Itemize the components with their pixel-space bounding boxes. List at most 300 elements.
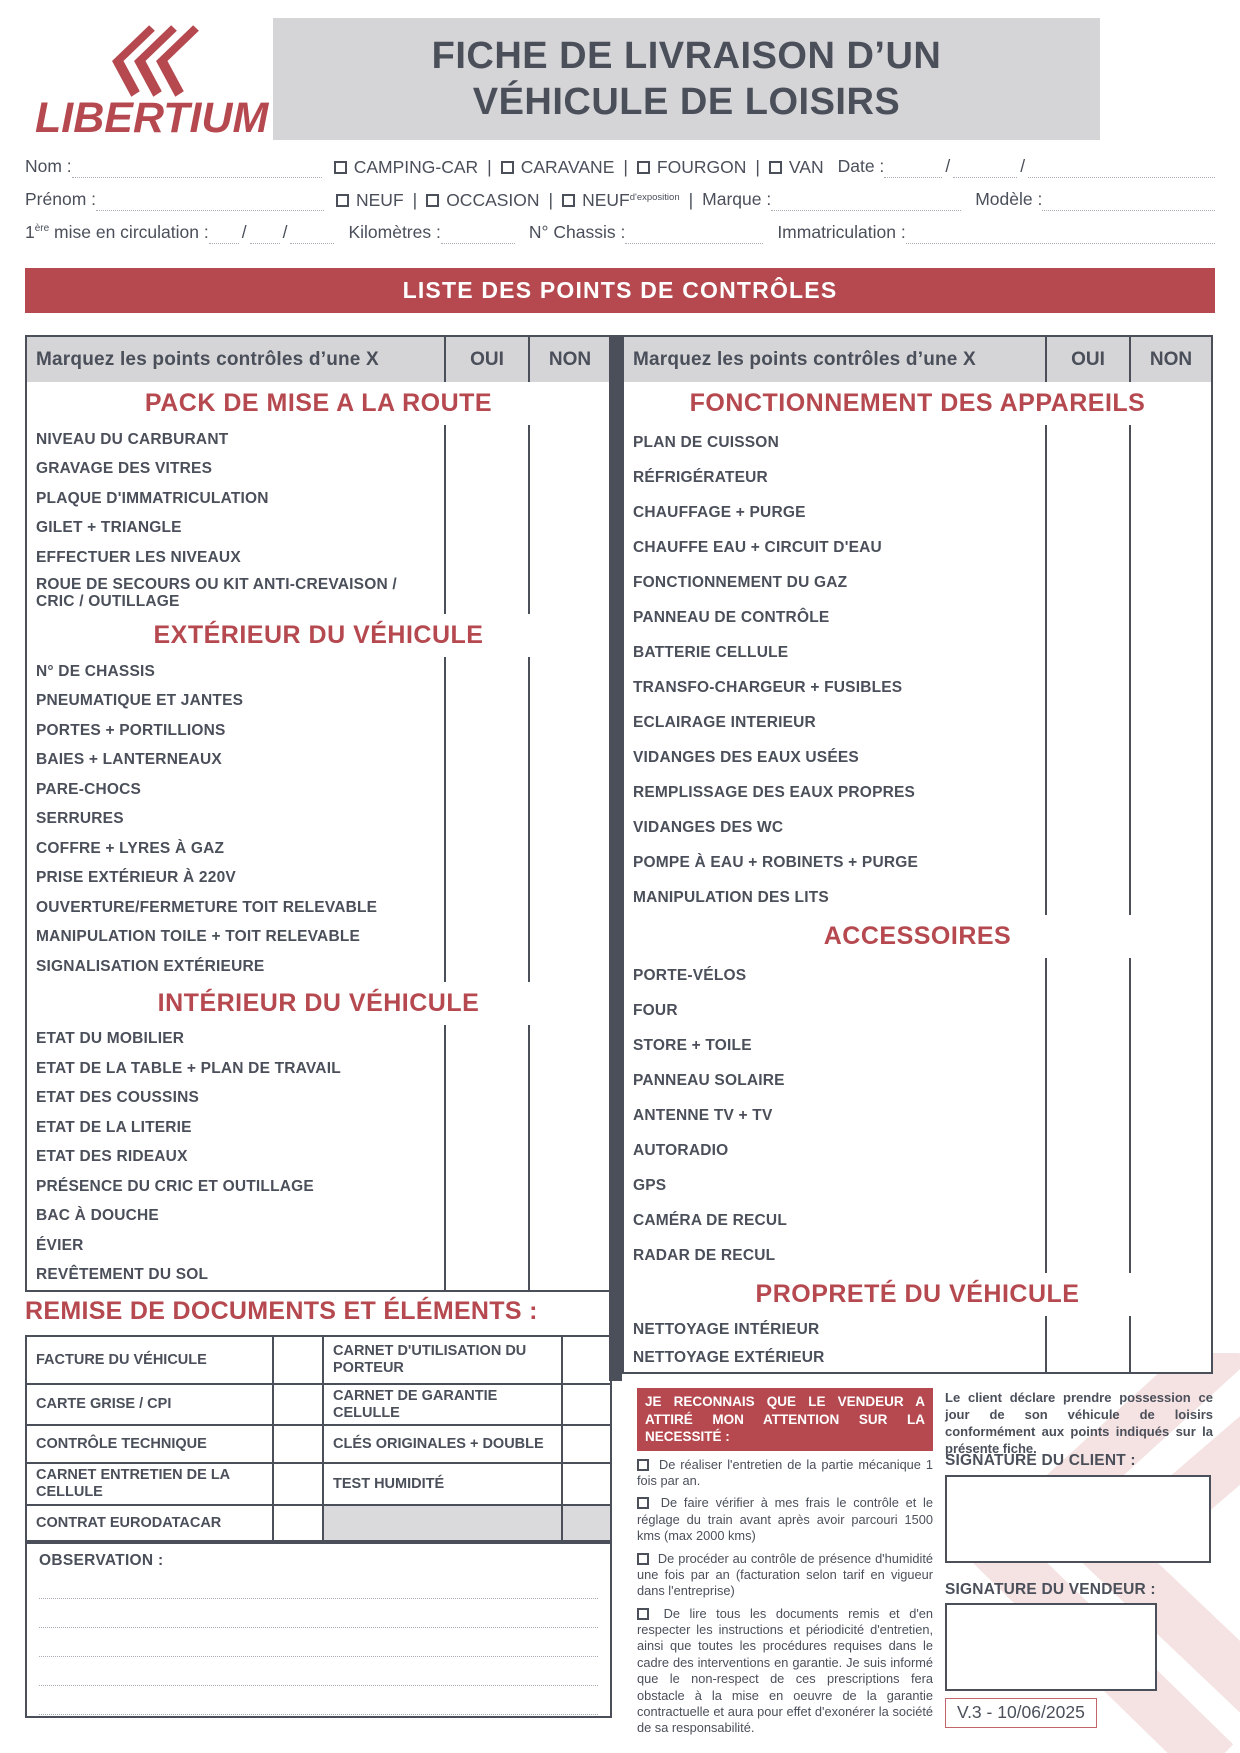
oui-checkbox-cell[interactable] <box>1047 775 1131 810</box>
oui-checkbox-cell[interactable] <box>1047 958 1131 993</box>
signature-client-box[interactable] <box>945 1475 1211 1563</box>
non-checkbox-cell[interactable] <box>530 746 610 776</box>
checklist-item-label: N° DE CHASSIS <box>27 657 446 687</box>
section-title: EXTÉRIEUR DU VÉHICULE <box>153 621 484 650</box>
oui-checkbox-cell[interactable] <box>1047 705 1131 740</box>
form-row-name <box>25 152 1215 178</box>
option-separator: | <box>755 157 760 177</box>
checklist-item-label: FOUR <box>624 993 1047 1028</box>
non-checkbox-cell[interactable] <box>530 1084 610 1114</box>
checklist-row <box>624 460 1211 495</box>
checklist-row <box>27 1231 610 1261</box>
observation-line[interactable] <box>39 1657 598 1686</box>
signature-client-label: SIGNATURE DU CLIENT : <box>945 1452 1136 1469</box>
disclaimer-text: De lire tous les documents remis et d'en respecter les instructions et périodicité d'entretien, ainsi que toutes les procédures requises dans le cadre des interventions en garantie. Je suis informé que le non-respect de ces prescriptions fera obstacle à la mise en oeuvre de la garantie contractuelle et aura pour effet d'exonérer la société de sa responsabilité. <box>637 1605 933 1736</box>
form-row-firstname <box>25 185 1215 211</box>
non-checkbox-cell[interactable] <box>1131 530 1211 565</box>
vehicle-state-options <box>336 190 702 211</box>
observation-line[interactable] <box>39 1599 598 1628</box>
marque-label: Marque : <box>702 189 772 209</box>
oui-checkbox-cell[interactable] <box>1047 635 1131 670</box>
option-separator: | <box>688 190 694 210</box>
checklist-item-label: PANNEAU DE CONTRÔLE <box>624 600 1047 635</box>
document-label: CARNET ENTRETIEN DE LA CELLULE <box>27 1464 274 1503</box>
logo-wordmark: LIBERTIUM <box>35 94 269 142</box>
documents-row <box>27 1424 610 1462</box>
checklist-row <box>624 1133 1211 1168</box>
checklist-row <box>27 573 610 615</box>
non-checkbox-cell[interactable] <box>1131 775 1211 810</box>
checklist-item-label: POMPE À EAU + ROBINETS + PURGE <box>624 845 1047 880</box>
vehicle-option <box>426 190 539 210</box>
checklist-row <box>624 958 1211 993</box>
checklist-item-label: VIDANGES DES EAUX USÉES <box>624 740 1047 775</box>
non-checkbox-cell[interactable] <box>530 923 610 953</box>
checklist-item-label: REMPLISSAGE DES EAUX PROPRES <box>624 775 1047 810</box>
checklist-row <box>624 495 1211 530</box>
oui-checkbox-cell[interactable] <box>1047 810 1131 845</box>
checklist-header-label: Marquez les points contrôles d’une X <box>27 337 446 382</box>
immatriculation-field[interactable] <box>906 224 1215 244</box>
date-label: Date : <box>837 156 885 176</box>
oui-checkbox-cell[interactable] <box>1047 1238 1131 1273</box>
documents-row <box>27 1383 610 1424</box>
checklist-row <box>624 1063 1211 1098</box>
observation-line[interactable] <box>39 1570 598 1599</box>
title-line-2: VÉHICULE DE LOISIRS <box>472 81 901 123</box>
date-slash: / <box>1020 156 1026 176</box>
checklist-item-label: EFFECTUER LES NIVEAUX <box>27 543 446 573</box>
non-checkbox-cell[interactable] <box>530 687 610 717</box>
observation-box[interactable] <box>25 1540 612 1718</box>
oui-checkbox-cell[interactable] <box>1047 1203 1131 1238</box>
checklist-item-label: NIVEAU DU CARBURANT <box>27 425 446 455</box>
non-checkbox-cell[interactable] <box>530 543 610 573</box>
non-checkbox-cell[interactable] <box>530 657 610 687</box>
empty-cell <box>324 1506 563 1542</box>
oui-checkbox-cell[interactable] <box>446 716 530 746</box>
date-month-field[interactable] <box>953 158 1017 178</box>
prenom-field[interactable] <box>96 191 324 211</box>
disclaimer-checkbox[interactable] <box>637 1608 649 1620</box>
checklist-row <box>27 834 610 864</box>
non-checkbox-cell[interactable] <box>1131 1316 1211 1344</box>
non-checkbox-cell[interactable] <box>1131 705 1211 740</box>
oui-checkbox-cell[interactable] <box>1047 600 1131 635</box>
oui-checkbox-cell[interactable] <box>446 893 530 923</box>
checklist-item-label: REVÊTEMENT DU SOL <box>27 1261 446 1291</box>
checklist-item-label: COFFRE + LYRES À GAZ <box>27 834 446 864</box>
mec-year-field[interactable] <box>290 224 334 244</box>
non-checkbox-cell[interactable] <box>1131 600 1211 635</box>
checklist-item-label: SIGNALISATION EXTÉRIEURE <box>27 952 446 982</box>
observation-label: OBSERVATION : <box>39 1552 164 1569</box>
section-title: PROPRETÉ DU VÉHICULE <box>755 1280 1080 1308</box>
oui-checkbox-cell[interactable] <box>1047 670 1131 705</box>
checklist-row <box>27 952 610 982</box>
form-row-registration <box>25 218 1215 244</box>
document-checkbox-cell[interactable] <box>563 1426 610 1462</box>
controls-list-banner: LISTE DES POINTS DE CONTRÔLES <box>25 268 1215 313</box>
disclaimer-section <box>637 1388 933 1737</box>
checklist-item-label: ECLAIRAGE INTERIEUR <box>624 705 1047 740</box>
non-checkbox-cell[interactable] <box>1131 635 1211 670</box>
oui-checkbox-cell[interactable] <box>1047 495 1131 530</box>
checklist-item-label: GPS <box>624 1168 1047 1203</box>
title-line-1: FICHE DE LIVRAISON D’UN <box>431 34 942 77</box>
vehicle-state-checkbox[interactable] <box>336 194 349 207</box>
non-checkbox-cell[interactable] <box>530 514 610 544</box>
date-slash: / <box>945 156 951 176</box>
non-checkbox-cell[interactable] <box>1131 1344 1211 1372</box>
checklist-table-right <box>622 335 1213 1374</box>
oui-checkbox-cell[interactable] <box>1047 1168 1131 1203</box>
document-checkbox-cell[interactable] <box>274 1426 324 1462</box>
mec-slash: / <box>241 222 247 242</box>
table-divider <box>609 335 622 1381</box>
checklist-row <box>27 1054 610 1084</box>
section-title: PACK DE MISE A LA ROUTE <box>144 389 493 417</box>
checklist-item-label: PANNEAU SOLAIRE <box>624 1063 1047 1098</box>
version-badge: V.3 - 10/06/2025 <box>945 1698 1097 1728</box>
document-checkbox-cell[interactable] <box>274 1337 324 1383</box>
option-separator: | <box>412 190 418 210</box>
oui-checkbox-cell[interactable] <box>446 573 530 615</box>
marque-field[interactable] <box>771 191 961 211</box>
checklist-row <box>27 514 610 544</box>
empty-cell <box>563 1506 610 1542</box>
document-label: CONTRAT EURODATACAR <box>27 1506 274 1542</box>
non-checkbox-cell[interactable] <box>530 1025 610 1055</box>
non-checkbox-cell[interactable] <box>530 1231 610 1261</box>
checklist-row <box>27 657 610 687</box>
checklist-header-left <box>27 337 610 382</box>
non-checkbox-cell[interactable] <box>1131 1203 1211 1238</box>
chassis-label: N° Chassis : <box>528 222 626 242</box>
disclaimer-text: De faire vérifier à mes frais le contrôle et le réglage du train avant après avoir parcouri 1500 kms (max 2000 kms) <box>637 1495 933 1544</box>
non-checkbox-cell[interactable] <box>1131 1063 1211 1098</box>
non-checkbox-cell[interactable] <box>530 952 610 982</box>
non-checkbox-cell[interactable] <box>530 455 610 485</box>
checklist-item-label: PLAQUE D'IMMATRICULATION <box>27 484 446 514</box>
checklist-row <box>624 670 1211 705</box>
checklist-item-label: PRÉSENCE DU CRIC ET OUTILLAGE <box>27 1172 446 1202</box>
non-checkbox-cell[interactable] <box>1131 1168 1211 1203</box>
non-checkbox-cell[interactable] <box>1131 740 1211 775</box>
document-label: CONTRÔLE TECHNIQUE <box>27 1426 274 1462</box>
document-label: CARNET D'UTILISATION DU PORTEUR <box>324 1337 563 1383</box>
checklist-row <box>27 746 610 776</box>
oui-checkbox-cell[interactable] <box>1047 1063 1131 1098</box>
non-checkbox-cell[interactable] <box>1131 1133 1211 1168</box>
non-column-header: NON <box>548 348 592 370</box>
checklist-row <box>27 1113 610 1143</box>
oui-checkbox-cell[interactable] <box>1047 1344 1131 1372</box>
option-label: CARAVANE <box>520 157 615 177</box>
documents-row <box>27 1504 610 1542</box>
disclaimer-item <box>637 1551 933 1600</box>
oui-checkbox-cell[interactable] <box>446 514 530 544</box>
oui-column-header: OUI <box>1047 337 1131 382</box>
non-checkbox-cell[interactable] <box>530 1261 610 1291</box>
non-checkbox-cell[interactable] <box>530 573 610 615</box>
vehicle-type-checkbox[interactable] <box>769 161 782 174</box>
document-label: FACTURE DU VÉHICULE <box>27 1337 274 1383</box>
oui-checkbox-cell[interactable] <box>446 805 530 835</box>
non-checkbox-cell[interactable] <box>530 425 610 455</box>
oui-checkbox-cell[interactable] <box>1047 1098 1131 1133</box>
mec-month-field[interactable] <box>250 224 280 244</box>
section-title: ACCESSOIRES <box>823 922 1012 950</box>
checklist-item-label: ANTENNE TV + TV <box>624 1098 1047 1133</box>
oui-checkbox-cell[interactable] <box>446 1261 530 1291</box>
disclaimer-heading: JE RECONNAIS QUE LE VENDEUR A ATTIRÉ MON ATTENTION SUR LA NECESSITÉ : <box>637 1388 933 1451</box>
oui-checkbox-cell[interactable] <box>446 657 530 687</box>
checklist-item-label: SERRURES <box>27 805 446 835</box>
checklist-item-label: PORTES + PORTILLIONS <box>27 716 446 746</box>
non-checkbox-cell[interactable] <box>530 1143 610 1173</box>
non-checkbox-cell[interactable] <box>530 716 610 746</box>
checklist-row <box>27 425 610 455</box>
checklist-row <box>27 1261 610 1291</box>
checklist-item-label: MANIPULATION TOILE + TOIT RELEVABLE <box>27 923 446 953</box>
signature-vendeur-label: SIGNATURE DU VENDEUR : <box>945 1581 1156 1598</box>
mise-en-circulation-label: 1ère mise en circulation : <box>25 222 209 242</box>
checklist-row <box>27 1143 610 1173</box>
checklist-row <box>27 716 610 746</box>
checklist-row <box>27 1172 610 1202</box>
checklist-item-label: BAC À DOUCHE <box>27 1202 446 1232</box>
documents-heading: REMISE DE DOCUMENTS ET ÉLÉMENTS : <box>25 1297 538 1325</box>
non-checkbox-cell[interactable] <box>530 1202 610 1232</box>
non-checkbox-cell[interactable] <box>530 1054 610 1084</box>
oui-checkbox-cell[interactable] <box>1047 993 1131 1028</box>
oui-checkbox-cell[interactable] <box>1047 1133 1131 1168</box>
option-separator: | <box>623 157 628 177</box>
checklist-row <box>624 1203 1211 1238</box>
vehicle-state-checkbox[interactable] <box>426 194 439 207</box>
checklist-header-right <box>624 337 1211 382</box>
checklist-row <box>624 1028 1211 1063</box>
kilometres-field[interactable] <box>441 224 515 244</box>
checklist-item-label: ETAT DU MOBILIER <box>27 1025 446 1055</box>
checklist-row <box>624 993 1211 1028</box>
vehicle-type-checkbox[interactable] <box>501 161 514 174</box>
oui-checkbox-cell[interactable] <box>446 746 530 776</box>
document-checkbox-cell[interactable] <box>563 1337 610 1383</box>
oui-checkbox-cell[interactable] <box>446 455 530 485</box>
checklist-row <box>27 893 610 923</box>
checklist-row <box>624 600 1211 635</box>
non-checkbox-cell[interactable] <box>530 893 610 923</box>
document-checkbox-cell[interactable] <box>563 1464 610 1503</box>
non-checkbox-cell[interactable] <box>530 1113 610 1143</box>
signature-vendeur-box[interactable] <box>945 1603 1157 1691</box>
date-year-field[interactable] <box>1028 158 1215 178</box>
oui-checkbox-cell[interactable] <box>1047 425 1131 460</box>
oui-checkbox-cell[interactable] <box>1047 1316 1131 1344</box>
nom-label: Nom : <box>25 156 72 176</box>
non-checkbox-cell[interactable] <box>530 805 610 835</box>
oui-checkbox-cell[interactable] <box>446 1025 530 1055</box>
non-checkbox-cell[interactable] <box>530 834 610 864</box>
checklist-item-label: CAMÉRA DE RECUL <box>624 1203 1047 1238</box>
non-checkbox-cell[interactable] <box>1131 880 1211 915</box>
checklist-row <box>624 705 1211 740</box>
modele-label: Modèle : <box>975 189 1043 209</box>
non-column-header: NON <box>1149 348 1193 370</box>
checklist-item-label: OUVERTURE/FERMETURE TOIT RELEVABLE <box>27 893 446 923</box>
checklist-row <box>27 1202 610 1232</box>
oui-checkbox-cell[interactable] <box>446 425 530 455</box>
modele-field[interactable] <box>1042 191 1215 211</box>
checklist-item-label: NETTOYAGE EXTÉRIEUR <box>624 1344 1047 1372</box>
option-separator: | <box>487 157 492 177</box>
oui-checkbox-cell[interactable] <box>446 923 530 953</box>
checklist-header-label: Marquez les points contrôles d’une X <box>624 337 1047 382</box>
oui-checkbox-cell[interactable] <box>446 834 530 864</box>
checklist-item-label: AUTORADIO <box>624 1133 1047 1168</box>
libertium-logo <box>35 22 269 142</box>
option-label: OCCASION <box>446 190 540 210</box>
oui-checkbox-cell[interactable] <box>446 1231 530 1261</box>
vehicle-state-checkbox[interactable] <box>562 194 575 207</box>
document-checkbox-cell[interactable] <box>274 1506 324 1542</box>
chassis-field[interactable] <box>625 224 763 244</box>
checklist-row <box>624 1344 1211 1372</box>
non-checkbox-cell[interactable] <box>1131 993 1211 1028</box>
oui-checkbox-cell[interactable] <box>1047 530 1131 565</box>
oui-checkbox-cell[interactable] <box>446 1202 530 1232</box>
non-checkbox-cell[interactable] <box>1131 845 1211 880</box>
option-label: FOURGON <box>656 157 747 177</box>
document-checkbox-cell[interactable] <box>274 1385 324 1424</box>
observation-line[interactable] <box>39 1628 598 1657</box>
non-checkbox-cell[interactable] <box>1131 1028 1211 1063</box>
non-checkbox-cell[interactable] <box>530 1172 610 1202</box>
kilometres-label: Kilomètres : <box>348 222 441 242</box>
non-checkbox-cell[interactable] <box>1131 425 1211 460</box>
document-checkbox-cell[interactable] <box>274 1464 324 1503</box>
non-checkbox-cell[interactable] <box>530 775 610 805</box>
option-label: NEUF <box>582 190 630 210</box>
checklist-item-label: TRANSFO-CHARGEUR + FUSIBLES <box>624 670 1047 705</box>
non-checkbox-cell[interactable] <box>1131 565 1211 600</box>
oui-checkbox-cell[interactable] <box>1047 460 1131 495</box>
oui-checkbox-cell[interactable] <box>446 1084 530 1114</box>
observation-line[interactable] <box>39 1686 598 1715</box>
oui-checkbox-cell[interactable] <box>1047 740 1131 775</box>
checklist-row <box>27 1025 610 1055</box>
checklist-row <box>624 425 1211 460</box>
checklist-row <box>27 923 610 953</box>
non-checkbox-cell[interactable] <box>1131 1098 1211 1133</box>
checklist-item-label: BATTERIE CELLULE <box>624 635 1047 670</box>
oui-checkbox-cell[interactable] <box>446 1172 530 1202</box>
document-checkbox-cell[interactable] <box>563 1385 610 1424</box>
oui-checkbox-cell[interactable] <box>446 864 530 894</box>
non-checkbox-cell[interactable] <box>1131 495 1211 530</box>
oui-checkbox-cell[interactable] <box>446 1054 530 1084</box>
non-checkbox-cell[interactable] <box>1131 670 1211 705</box>
vehicle-option <box>637 157 746 177</box>
vehicle-option <box>562 190 680 210</box>
client-declaration: Le client déclare prendre possession ce jour de son véhicule de loisirs conformément aux points indiqués sur la présente fiche. <box>945 1390 1213 1456</box>
checklist-row <box>624 1238 1211 1273</box>
vehicle-type-checkbox[interactable] <box>334 161 347 174</box>
disclaimer-checkbox[interactable] <box>637 1553 649 1565</box>
checklist-item-label: PORTE-VÉLOS <box>624 958 1047 993</box>
checklist-row <box>624 845 1211 880</box>
disclaimer-checkbox[interactable] <box>637 1459 649 1471</box>
checklist-row <box>624 775 1211 810</box>
non-checkbox-cell[interactable] <box>530 484 610 514</box>
checklist-row <box>27 805 610 835</box>
checklist-item-label: ROUE DE SECOURS OU KIT ANTI-CREVAISON / CRIC / OUTILLAGE <box>27 573 446 615</box>
checklist-row <box>624 740 1211 775</box>
oui-checkbox-cell[interactable] <box>446 543 530 573</box>
checklist-item-label: GRAVAGE DES VITRES <box>27 455 446 485</box>
checklist-item-label: PLAN DE CUISSON <box>624 425 1047 460</box>
nom-field[interactable] <box>72 158 322 178</box>
checklist-row <box>624 1168 1211 1203</box>
checklist-item-label: ETAT DES COUSSINS <box>27 1084 446 1114</box>
logo-chevrons-icon <box>107 24 203 98</box>
documents-row <box>27 1462 610 1503</box>
non-checkbox-cell[interactable] <box>1131 958 1211 993</box>
checklist-item-label: MANIPULATION DES LITS <box>624 880 1047 915</box>
oui-checkbox-cell[interactable] <box>446 687 530 717</box>
checklist-row <box>624 635 1211 670</box>
disclaimer-text: De réaliser l'entretien de la partie mécanique 1 fois par an. <box>637 1456 933 1489</box>
vehicle-option <box>501 157 615 177</box>
oui-checkbox-cell[interactable] <box>446 952 530 982</box>
oui-checkbox-cell[interactable] <box>1047 845 1131 880</box>
oui-checkbox-cell[interactable] <box>446 484 530 514</box>
non-checkbox-cell[interactable] <box>530 864 610 894</box>
date-day-field[interactable] <box>884 158 942 178</box>
non-checkbox-cell[interactable] <box>1131 1238 1211 1273</box>
vehicle-type-checkbox[interactable] <box>637 161 650 174</box>
document-label: CLÉS ORIGINALES + DOUBLE <box>324 1426 563 1462</box>
oui-checkbox-cell[interactable] <box>1047 565 1131 600</box>
checklist-item-label: CHAUFFE EAU + CIRCUIT D'EAU <box>624 530 1047 565</box>
vehicle-option <box>336 190 404 210</box>
checklist-item-label: NETTOYAGE INTÉRIEUR <box>624 1316 1047 1344</box>
oui-checkbox-cell[interactable] <box>446 775 530 805</box>
checklist-row <box>27 1084 610 1114</box>
oui-checkbox-cell[interactable] <box>446 1113 530 1143</box>
option-label: CAMPING-CAR <box>353 157 479 177</box>
disclaimer-item <box>637 1457 933 1490</box>
checklist-item-label: ETAT DE LA TABLE + PLAN DE TRAVAIL <box>27 1054 446 1084</box>
checklist-item-label: STORE + TOILE <box>624 1028 1047 1063</box>
checklist-row <box>624 880 1211 915</box>
disclaimer-item <box>637 1495 933 1544</box>
oui-checkbox-cell[interactable] <box>446 1143 530 1173</box>
non-checkbox-cell[interactable] <box>1131 460 1211 495</box>
mec-day-field[interactable] <box>209 224 239 244</box>
oui-checkbox-cell[interactable] <box>1047 1028 1131 1063</box>
oui-checkbox-cell[interactable] <box>1047 880 1131 915</box>
non-checkbox-cell[interactable] <box>1131 810 1211 845</box>
prenom-label: Prénom : <box>25 189 96 209</box>
checklist-item-label: GILET + TRIANGLE <box>27 514 446 544</box>
checklist-row <box>27 484 610 514</box>
mec-slash: / <box>282 222 288 242</box>
disclaimer-checkbox[interactable] <box>637 1497 649 1509</box>
checklist-item-label: ETAT DE LA LITERIE <box>27 1113 446 1143</box>
